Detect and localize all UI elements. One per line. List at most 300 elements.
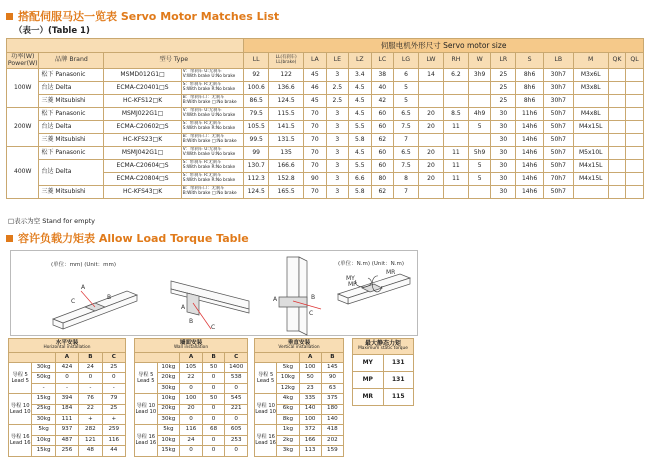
torque-value: 20kg <box>157 373 180 383</box>
dim-value <box>608 121 625 134</box>
dim-value <box>626 147 644 160</box>
dim-value: M3x8L <box>573 82 608 95</box>
torque-value: 24 <box>180 435 203 445</box>
dim-value: 60 <box>371 160 393 173</box>
dim-value: 6.2 <box>443 69 468 82</box>
torque-value: 121 <box>79 435 102 445</box>
lead-cell: 导程 16 Lead 16 <box>255 425 277 456</box>
model-cell: HC-KFS23□K <box>104 134 181 147</box>
title-cn: 墙面安装 <box>179 339 203 346</box>
dim-value: 14h6 <box>516 134 543 147</box>
dim-value: 8 <box>394 173 419 186</box>
dim-value: 4.5 <box>349 147 371 160</box>
torque-value: 0 <box>180 414 203 424</box>
torque-value: 25kg <box>32 404 55 414</box>
torque-value: 538 <box>225 373 248 383</box>
header-dim: LL(有刹车) LL(brake) <box>269 53 304 69</box>
col-header: B <box>202 353 225 363</box>
header-dim: LL <box>244 53 269 69</box>
dim-value: 25 <box>491 69 516 82</box>
dim-value: 3 <box>326 121 348 134</box>
dim-value: 7 <box>394 134 419 147</box>
dim-value <box>418 95 443 108</box>
lead-cell: 导程 16 Lead 16 <box>135 425 158 456</box>
torque-value: 0 <box>202 446 225 456</box>
torque-diagram-panel-right <box>312 250 440 336</box>
torque-value: 0 <box>225 383 248 393</box>
dim-value: M4x15L <box>573 173 608 186</box>
torque-value: 0 <box>180 446 203 456</box>
header-dim: M <box>573 53 608 69</box>
torque-value: 0 <box>55 373 78 383</box>
power-cell: 400W <box>7 147 39 199</box>
dim-value: 115.5 <box>269 108 304 121</box>
dim-value <box>608 69 625 82</box>
diagram-label: B <box>189 318 194 325</box>
dim-value: 50h7 <box>543 121 573 134</box>
dim-value: 4.5 <box>349 82 371 95</box>
dim-value <box>418 186 443 199</box>
moment-name: MP <box>353 372 384 389</box>
dim-value: 4h9 <box>468 108 490 121</box>
torque-value: 184 <box>55 404 78 414</box>
header-dim: W <box>468 53 490 69</box>
torque-value: 0 <box>202 414 225 424</box>
torque-corner <box>255 353 300 363</box>
dim-value: 6.5 <box>394 147 419 160</box>
dim-value: 166.6 <box>269 160 304 173</box>
moment-value: 131 <box>383 372 414 389</box>
diagram-label: C <box>309 310 314 317</box>
dim-value: 79.5 <box>244 108 269 121</box>
torque-table-title <box>135 339 248 353</box>
dim-value: 2.5 <box>326 82 348 95</box>
torque-value: 159 <box>321 446 343 456</box>
brake-type-cell: V：带刹车 U:无刹车 V:With brake U:No brake <box>181 147 243 160</box>
dim-value: 80 <box>371 173 393 186</box>
dim-value: 50h7 <box>543 160 573 173</box>
brand-cell: 三菱 Mitsubishi <box>39 95 104 108</box>
diagram-label: A <box>181 304 186 311</box>
dim-value: 86.5 <box>244 95 269 108</box>
dim-value: 30h7 <box>543 82 573 95</box>
dim-value <box>608 147 625 160</box>
torque-value: 15kg <box>32 394 55 404</box>
torque-value: 90 <box>321 373 343 383</box>
model-cell: ECMA-C20604□S <box>104 160 181 173</box>
dim-value <box>626 95 644 108</box>
dim-value: 6.6 <box>349 173 371 186</box>
model-cell: MSMJ022G1□ <box>104 108 181 121</box>
model-cell: MSMD012G1□ <box>104 69 181 82</box>
dim-value <box>443 134 468 147</box>
diagram-label: C <box>71 298 76 305</box>
torque-value: 68 <box>202 425 225 435</box>
moment-label-mp: MP <box>348 281 357 288</box>
torque-value: 10kg <box>157 363 180 373</box>
torque-value: 6kg <box>277 404 299 414</box>
brand-cell: 台达 Delta <box>39 160 104 186</box>
moment-value: 115 <box>383 389 414 406</box>
torque-value: 15kg <box>32 446 55 456</box>
model-cell: ECMA-C20602□S <box>104 121 181 134</box>
dim-value: 46 <box>304 82 326 95</box>
torque-corner <box>135 353 180 363</box>
torque-value: 140 <box>321 414 343 424</box>
lead-cell: 导程 10 Lead 10 <box>9 394 32 425</box>
torque-value: 0 <box>225 414 248 424</box>
dim-value: 11 <box>443 173 468 186</box>
header-dim: LE <box>326 53 348 69</box>
torque-value: 24 <box>79 363 102 373</box>
brand-cell: 松下 Panasonic <box>39 108 104 121</box>
header-dim: RH <box>443 53 468 69</box>
header-dim: S <box>516 53 543 69</box>
vertical-torque-table <box>254 338 344 457</box>
header-model: 型号 Type <box>104 53 244 69</box>
torque-value: 22 <box>79 404 102 414</box>
dim-value: 62 <box>371 186 393 199</box>
torque-value: 3kg <box>277 446 299 456</box>
dim-value: 60 <box>371 108 393 121</box>
dim-value: 105.5 <box>244 121 269 134</box>
max-torque-title <box>353 339 414 355</box>
dim-value: 3 <box>326 69 348 82</box>
dim-value: 131.5 <box>269 134 304 147</box>
dim-value: 14h6 <box>516 186 543 199</box>
dim-value: 4.5 <box>349 95 371 108</box>
dim-value: 7 <box>394 186 419 199</box>
dim-value: 5 <box>468 121 490 134</box>
torque-value: 4kg <box>277 394 299 404</box>
dim-value: 141.5 <box>269 121 304 134</box>
unit-nm: (单位：N.m) (Unit：N.m) <box>338 261 404 267</box>
dim-value: 99.5 <box>244 134 269 147</box>
dim-value: 136.6 <box>269 82 304 95</box>
brake-type-cell: B：带刹车口：无刹车 B:With brake □:No brake <box>181 95 243 108</box>
torque-value: 0 <box>225 446 248 456</box>
dim-value <box>626 108 644 121</box>
dim-value: 3.4 <box>349 69 371 82</box>
dim-value: 20 <box>418 173 443 186</box>
dim-value: 42 <box>371 95 393 108</box>
torque-value: 140 <box>299 404 321 414</box>
lead-cell: 导程 5 Lead 5 <box>255 363 277 394</box>
dim-value: 30 <box>491 121 516 134</box>
torque-value: 10kg <box>32 435 55 445</box>
torque-value: 50kg <box>32 373 55 383</box>
torque-value: 145 <box>321 363 343 373</box>
title-cn: 最大静态力矩 <box>364 339 401 347</box>
torque-value: 605 <box>225 425 248 435</box>
torque-value: 5kg <box>157 425 180 435</box>
dim-value: 112.3 <box>244 173 269 186</box>
dim-value <box>573 95 608 108</box>
torque-value: 282 <box>79 425 102 435</box>
torque-corner <box>9 353 56 363</box>
header-dim: LG <box>394 53 419 69</box>
brand-cell: 台达 Delta <box>39 121 104 134</box>
model-cell: HC-KFS12□K <box>104 95 181 108</box>
torque-value: 0 <box>202 373 225 383</box>
dim-value: 30 <box>491 186 516 199</box>
torque-value: 10kg <box>277 373 299 383</box>
brand-cell: 松下 Panasonic <box>39 69 104 82</box>
wall-torque-table <box>134 338 248 457</box>
title-en: Wall installation <box>173 345 209 351</box>
torque-value: 221 <box>225 404 248 414</box>
dim-value: 3 <box>326 134 348 147</box>
lead-cell: 导程 10 Lead 10 <box>255 394 277 425</box>
title-cn: 水平安装 <box>55 339 79 346</box>
header-dim: LB <box>543 53 573 69</box>
dim-value: 40 <box>371 82 393 95</box>
table1-label: （表一）(Table 1) <box>14 26 90 36</box>
max-static-torque-table <box>352 338 414 406</box>
header-dim: LA <box>304 53 326 69</box>
dim-value <box>626 173 644 186</box>
torque-value: 253 <box>225 435 248 445</box>
dim-value: 50h7 <box>543 134 573 147</box>
title-en: Maximum static torque <box>358 346 408 352</box>
torque-value: 1kg <box>277 425 299 435</box>
col-header: C <box>102 353 125 363</box>
col-header: A <box>299 353 321 363</box>
torque-value: 30kg <box>32 363 55 373</box>
dim-value: 70 <box>304 160 326 173</box>
dim-value: 20 <box>418 147 443 160</box>
unit-mm: (单位：mm) (Unit：mm) <box>51 262 116 268</box>
dim-value: 30 <box>491 108 516 121</box>
torque-value: 30kg <box>32 414 55 424</box>
dim-value: 30 <box>491 147 516 160</box>
dim-value: 3 <box>326 186 348 199</box>
dim-value <box>608 173 625 186</box>
dim-value: 14h6 <box>516 121 543 134</box>
torque-value: 424 <box>55 363 78 373</box>
torque-value: 10kg <box>157 435 180 445</box>
torque-value: 487 <box>55 435 78 445</box>
dim-value <box>418 134 443 147</box>
dim-value: 130.7 <box>244 160 269 173</box>
dim-value: 135 <box>269 147 304 160</box>
torque-value: 100 <box>299 363 321 373</box>
torque-value: 0 <box>180 383 203 393</box>
torque-value: 23 <box>299 383 321 393</box>
torque-value: 116 <box>102 435 125 445</box>
col-header: C <box>225 353 248 363</box>
spec-caption: 伺服电机外形尺寸 Servo motor size <box>244 39 644 53</box>
torque-value: 15kg <box>157 446 180 456</box>
model-cell: MSMJ042G1□ <box>104 147 181 160</box>
dim-value: 5 <box>394 82 419 95</box>
brake-type-cell: S：带刹车 R:无刹车 S:With brake R:No brake <box>181 173 243 186</box>
dim-value <box>626 186 644 199</box>
section-title-servo: 搭配伺服马达一览表 Servo Motor Matches List <box>6 8 279 24</box>
dim-value <box>443 186 468 199</box>
torque-value: 105 <box>180 363 203 373</box>
torque-value: 50 <box>202 363 225 373</box>
torque-value: 113 <box>299 446 321 456</box>
dim-value <box>418 82 443 95</box>
dim-value: 99 <box>244 147 269 160</box>
dim-value: 8h6 <box>516 95 543 108</box>
torque-value: 30kg <box>157 414 180 424</box>
torque-value: 259 <box>102 425 125 435</box>
model-cell: ECMA-C20804□S <box>104 173 181 186</box>
blank-note: □表示为空 Stand for empty <box>8 217 96 225</box>
dim-value <box>608 134 625 147</box>
diagram-label: B <box>311 294 316 301</box>
dim-value: 45 <box>304 69 326 82</box>
torque-value: 0 <box>202 383 225 393</box>
dim-value: 6 <box>394 69 419 82</box>
dim-value: 30 <box>491 173 516 186</box>
dim-value: 70 <box>304 121 326 134</box>
power-cell: 100W <box>7 69 39 108</box>
torque-value: 0 <box>79 373 102 383</box>
section-bullet-icon <box>6 13 13 20</box>
dim-value: 70 <box>304 134 326 147</box>
torque-value: 937 <box>55 425 78 435</box>
brake-type-cell: S：带刹车 R:无刹车 S:With brake R:No brake <box>181 160 243 173</box>
torque-value: 20kg <box>157 404 180 414</box>
dim-value: 4.5 <box>349 108 371 121</box>
dim-value: 5.8 <box>349 186 371 199</box>
torque-value: 63 <box>321 383 343 393</box>
lead-cell: 导程 5 Lead 5 <box>135 363 158 394</box>
dim-value: 5.5 <box>349 121 371 134</box>
lead-cell: 导程 5 Lead 5 <box>9 363 32 394</box>
spec-corner <box>7 39 244 53</box>
power-cell: 200W <box>7 108 39 147</box>
brake-type-cell: B：带刹车口：无刹车 B:With brake □:No brake <box>181 134 243 147</box>
torque-value: 166 <box>299 435 321 445</box>
lead-cell: 导程 16 Lead 16 <box>9 425 32 456</box>
dim-value: 11 <box>443 160 468 173</box>
dim-value: 62 <box>371 134 393 147</box>
section-title-torque: 容许负载力矩表 Allow Load Torque Table <box>6 230 249 246</box>
torque-value: 180 <box>321 404 343 414</box>
header-power: 功率(W) Power(W) <box>7 53 38 67</box>
brake-type-cell: S：带刹车 R:无刹车 S:With brake R:No brake <box>181 82 243 95</box>
torque-value: - <box>55 383 78 393</box>
dim-value: 30h7 <box>543 69 573 82</box>
torque-value: 10kg <box>157 394 180 404</box>
torque-value: 202 <box>321 435 343 445</box>
torque-value: 76 <box>79 394 102 404</box>
dim-value: 30 <box>491 134 516 147</box>
header-brand: 品牌 Brand <box>39 53 104 69</box>
brake-type-cell: V：带刹车 U:无刹车 V:With brake U:No brake <box>181 108 243 121</box>
dim-value: 165.5 <box>269 186 304 199</box>
diagram-label: C <box>211 324 216 331</box>
header-dim: QL <box>626 53 644 69</box>
brand-cell: 三菱 Mitsubishi <box>39 186 104 199</box>
horizontal-diagram <box>53 291 137 329</box>
col-header: B <box>321 353 343 363</box>
dim-value: 11h6 <box>516 108 543 121</box>
dim-value: 6.5 <box>394 108 419 121</box>
dim-value: 8.5 <box>443 108 468 121</box>
diagram-label: A <box>273 296 278 303</box>
dim-value: 60 <box>371 121 393 134</box>
dim-value: 70 <box>304 186 326 199</box>
dim-value <box>626 160 644 173</box>
col-header: A <box>180 353 203 363</box>
dim-value: 5 <box>468 160 490 173</box>
dim-value <box>608 95 625 108</box>
dim-value: 5 <box>394 95 419 108</box>
dim-value: 14h6 <box>516 160 543 173</box>
dim-value: 5.8 <box>349 134 371 147</box>
dim-value: 20 <box>418 160 443 173</box>
torque-value: 394 <box>55 394 78 404</box>
torque-value: 418 <box>321 425 343 435</box>
dim-value: 7.5 <box>394 121 419 134</box>
header-dim: LZ <box>349 53 371 69</box>
dim-value: 11 <box>443 121 468 134</box>
dim-value: 5 <box>468 173 490 186</box>
torque-value: 50 <box>299 373 321 383</box>
dim-value <box>608 82 625 95</box>
torque-value: 100 <box>299 414 321 424</box>
title-en: Vertical installation <box>278 345 320 351</box>
dim-value: 3h9 <box>468 69 490 82</box>
dim-value: 50h7 <box>543 108 573 121</box>
dim-value: 90 <box>304 173 326 186</box>
torque-table-title <box>9 339 126 353</box>
dim-value <box>468 95 490 108</box>
moment-name: MR <box>353 389 384 406</box>
title-en: Horizontal installation <box>43 345 91 351</box>
dim-value: 14h6 <box>516 147 543 160</box>
header-dim: LC <box>371 53 393 69</box>
dim-value: 5.5 <box>349 160 371 173</box>
brand-cell: 松下 Panasonic <box>39 147 104 160</box>
torque-value: 30kg <box>157 383 180 393</box>
torque-value: - <box>32 383 55 393</box>
dim-value <box>468 134 490 147</box>
title-cn: 垂直安装 <box>287 339 311 346</box>
dim-value: 122 <box>269 69 304 82</box>
dim-value: M4x15L <box>573 121 608 134</box>
torque-value: + <box>79 414 102 424</box>
dim-value <box>443 82 468 95</box>
torque-value: 111 <box>55 414 78 424</box>
dim-value: 14h6 <box>516 173 543 186</box>
dim-value: M4x15L <box>573 160 608 173</box>
model-cell: HC-KFS43□K <box>104 186 181 199</box>
dim-value: 70h7 <box>543 173 573 186</box>
torque-value: - <box>79 383 102 393</box>
torque-value: 25 <box>102 363 125 373</box>
dim-value: 50h7 <box>543 147 573 160</box>
dim-value <box>626 134 644 147</box>
dim-value: 7.5 <box>394 160 419 173</box>
brand-cell: 台达 Delta <box>39 82 104 95</box>
dim-value: M5x10L <box>573 147 608 160</box>
torque-value: 5kg <box>277 363 299 373</box>
dim-value: 8h6 <box>516 69 543 82</box>
dim-value: 3 <box>326 173 348 186</box>
torque-table-title <box>255 339 344 353</box>
torque-value: 2kg <box>277 435 299 445</box>
torque-value: 0 <box>202 404 225 414</box>
dim-value: 25 <box>491 82 516 95</box>
dim-value: 2.5 <box>326 95 348 108</box>
torque-value: 48 <box>79 446 102 456</box>
